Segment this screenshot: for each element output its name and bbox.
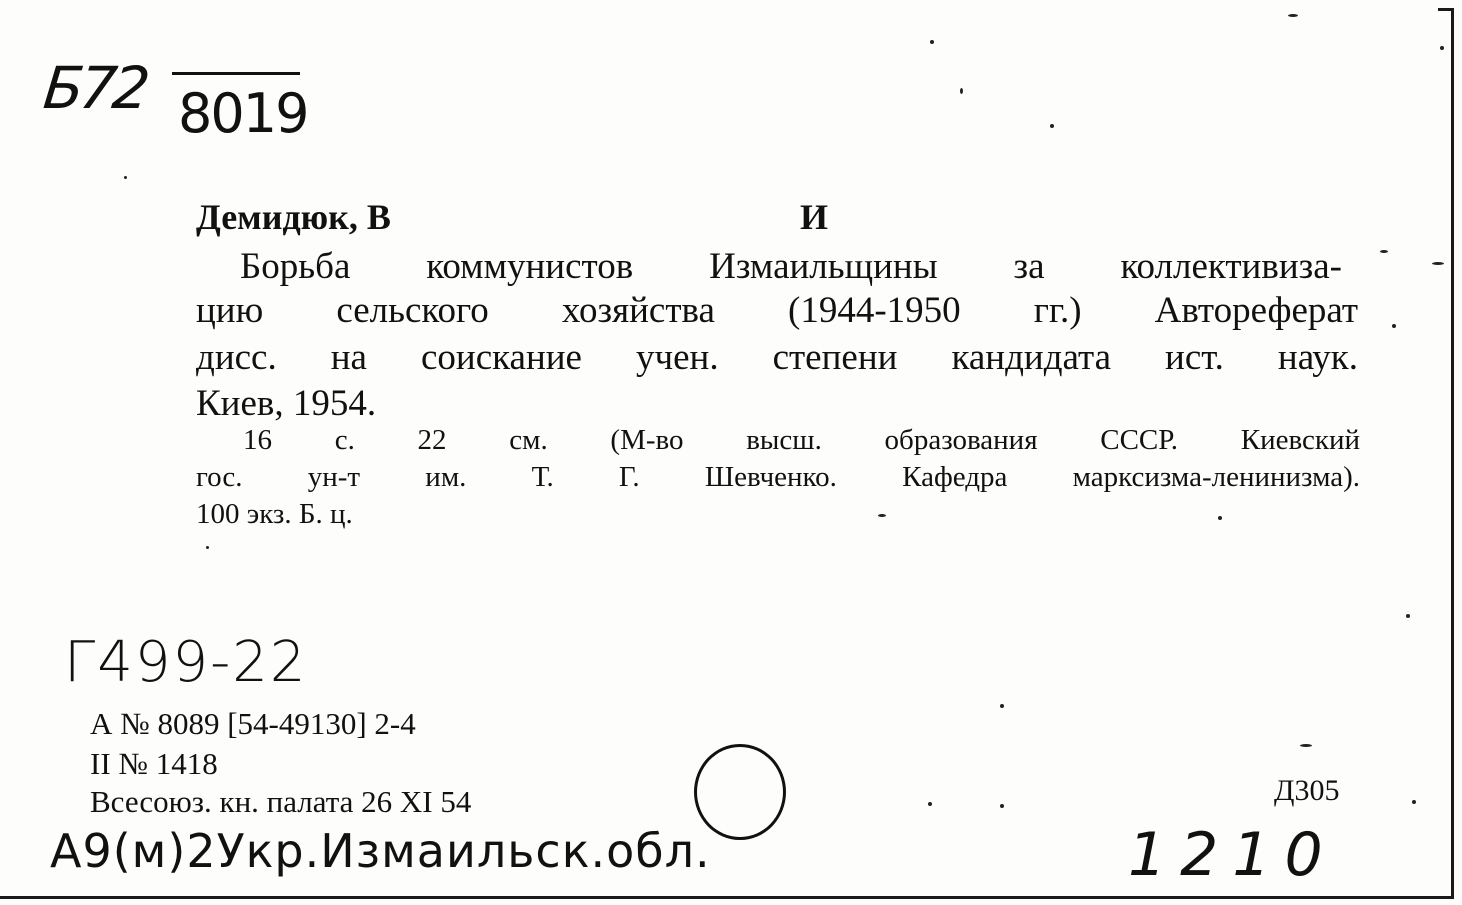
- collation-line-1: 16 с. 22 см. (М-во высш. образования СССР. Киевский: [243, 424, 1360, 456]
- location-note: А9(м)2Укр.Измаильск.обл.: [50, 824, 711, 878]
- scan-speck: [1288, 14, 1298, 17]
- scan-speck: [930, 40, 934, 44]
- collation-line-3: 100 экз. Б. ц.: [196, 498, 353, 530]
- call-number-prefix: Б72: [40, 54, 150, 122]
- collation-line-2: гос. ун-т им. Т. Г. Шевченко. Кафедра марксизма-ленинизма).: [196, 461, 1360, 493]
- registry-line-2: II № 1418: [90, 746, 218, 781]
- call-number-rule: [172, 72, 300, 75]
- author-initial: И: [800, 197, 829, 237]
- scan-speck: [1440, 46, 1444, 50]
- scan-speck: [960, 88, 963, 94]
- scan-speck: [124, 176, 127, 179]
- scan-speck: [1412, 800, 1416, 804]
- registry-line-1: А № 8089 [54-49130] 2-4: [90, 706, 416, 741]
- scan-speck: [1050, 124, 1054, 128]
- card-edge-right: [1451, 8, 1454, 898]
- scan-speck: [206, 546, 209, 549]
- scan-speck: [1000, 804, 1004, 808]
- scan-speck: [928, 802, 932, 806]
- title-line-2: цию сельского хозяйства (1944-1950 гг.) Автореферат: [196, 290, 1358, 331]
- scan-speck: [1000, 704, 1004, 708]
- title-line-3: дисс. на соискание учен. степени кандидата ист. наук.: [196, 337, 1358, 378]
- scan-speck: [1300, 744, 1312, 747]
- scan-speck: [1392, 324, 1396, 328]
- author-heading: Демидюк, В: [196, 197, 391, 237]
- scan-speck: [1432, 262, 1444, 265]
- class-code: Д305: [1274, 774, 1340, 807]
- title-line-1: Борьба коммунистов Измаильщины за коллективиза-: [240, 246, 1342, 287]
- card-edge-bottom: [0, 896, 1454, 899]
- registry-line-3: Всесоюз. кн. палата 26 XI 54: [90, 784, 472, 819]
- title-line-4: Киев, 1954.: [196, 383, 377, 424]
- shelf-mark: Г499-22: [64, 630, 308, 695]
- scan-speck: [1380, 250, 1388, 253]
- call-number: 8019: [178, 82, 308, 145]
- scan-speck: [878, 514, 886, 517]
- count-note: 1210: [1128, 820, 1337, 890]
- scan-speck: [1218, 516, 1222, 520]
- scan-speck: [1406, 614, 1410, 618]
